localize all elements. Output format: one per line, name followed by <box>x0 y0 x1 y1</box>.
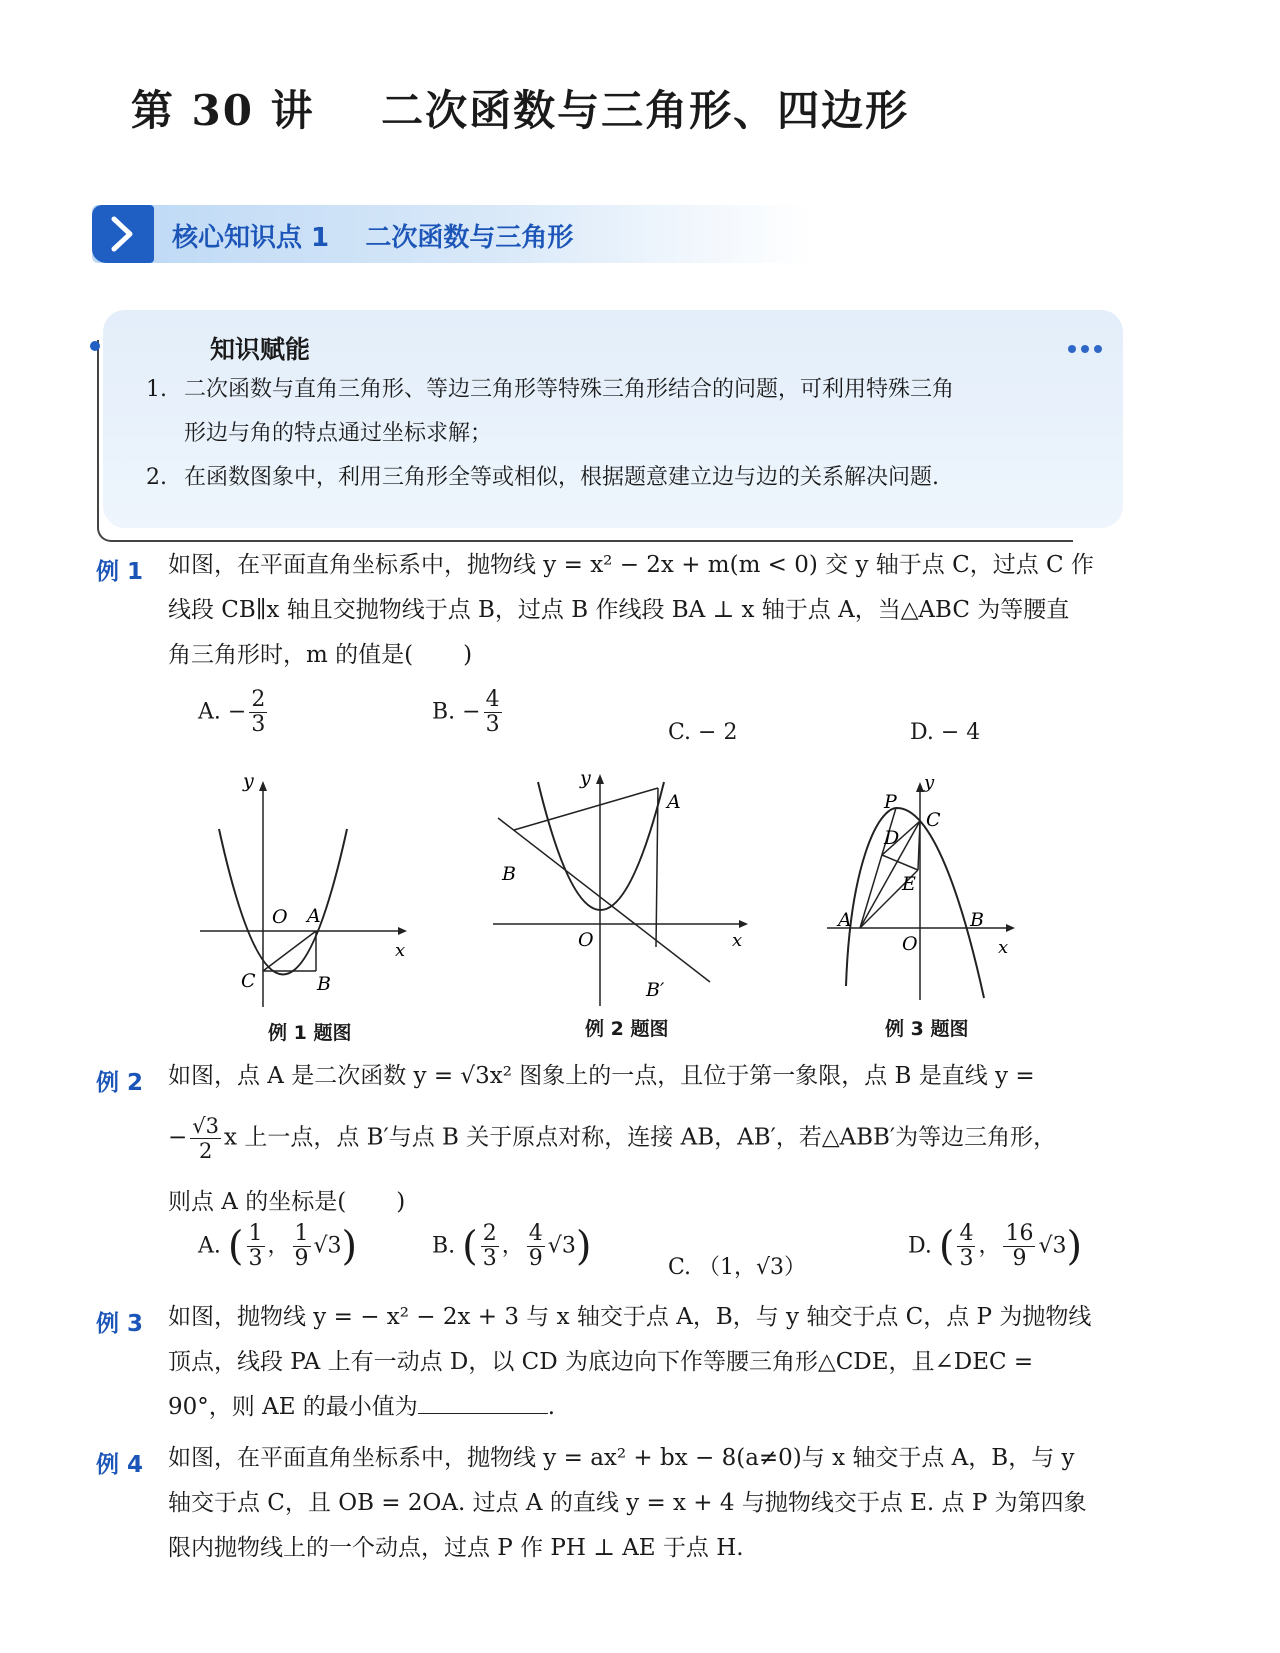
fig1-label-y: y <box>243 775 254 792</box>
knowledge-point-1-cont: 形边与角的特点通过坐标求解； <box>184 421 493 446</box>
fig1-label-o: O <box>272 906 288 928</box>
example-1-choice-c: C. − 2 <box>668 720 738 745</box>
fig3-label-x: x <box>998 937 1009 958</box>
example-2-choice-c: C. （1，√3） <box>668 1255 807 1280</box>
example-2-line-3: 则点 A 的坐标是( ) <box>168 1189 406 1215</box>
example-3-label: 例 3 <box>96 1311 144 1337</box>
section-heading: 核心知识点 1 二次函数与三角形 <box>172 223 574 253</box>
figure-3 <box>822 778 1032 1013</box>
fig3-label-b: B <box>970 909 984 931</box>
chevron-right-icon <box>92 205 154 263</box>
fig1-label-b: B <box>317 973 331 995</box>
fig3-label-o: O <box>902 933 918 955</box>
example-1-choice-a: A. − $\frac{2}{3}$ <box>198 687 266 737</box>
fig2-label-b: B <box>502 863 516 885</box>
example-2-choice-b: B. ( $\frac{2}{3}$ ， $\frac{4}{9}$ √3) <box>432 1221 592 1271</box>
figure-1-caption: 例 1 题图 <box>268 1022 352 1044</box>
figure-2-caption: 例 2 题图 <box>585 1018 669 1040</box>
page-title: 第 30 讲 二次函数与三角形、四边形 <box>130 86 910 135</box>
example-3-text: 如图，抛物线 y = − x² − 2x + 3 与 x 轴交于点 A，B，与 y 轴交于点 C，点 P 为抛物线 顶点，线段 PA 上有一动点 D，以 CD 为底边向下作等腰三角形△CDE，且∠DEC = 90°，则 AE 的最小值为 . <box>168 1304 1092 1420</box>
fig3-label-d: D <box>884 827 900 849</box>
frame-dot <box>90 341 100 351</box>
fig3-label-a: A <box>838 909 852 931</box>
knowledge-point-1: 1. 二次函数与直角三角形、等边三角形等特殊三角形结合的问题，可利用特殊三角 <box>146 377 955 402</box>
fig2-label-bprime: B′ <box>646 979 665 1001</box>
knowledge-title: 知识赋能 <box>210 335 311 364</box>
section-banner <box>92 205 812 263</box>
fig3-label-y: y <box>924 778 935 793</box>
answer-blank <box>418 1393 548 1414</box>
figure-2 <box>478 770 758 1015</box>
more-dots-icon <box>1068 338 1107 357</box>
knowledge-point-2: 2. 在函数图象中，利用三角形全等或相似，根据题意建立边与边的关系解决问题. <box>146 465 939 490</box>
example-4-label: 例 4 <box>96 1452 144 1478</box>
fig2-label-y: y <box>580 770 591 789</box>
fig3-label-p: P <box>884 791 897 813</box>
example-2-label: 例 2 <box>96 1070 144 1096</box>
example-1-choice-d: D. − 4 <box>910 720 981 745</box>
figure-1 <box>195 775 425 1015</box>
fig2-label-a: A <box>667 791 681 813</box>
example-2-line-2: − $\frac{√3}{2}$ x 上一点，点 B′与点 B 关于原点对称，连接 AB，AB′，若△ABB′为等边三角形， <box>168 1114 1057 1163</box>
example-4-text: 如图，在平面直角坐标系中，抛物线 y = ax² + bx − 8(a≠0)与 x 轴交于点 A，B，与 y 轴交于点 C，且 OB = 2OA. 过点 A 的直线 y = x + 4 与抛物线交于点 E. 点 P 为第四象 限内抛物线上的一个动点，过点 P 作 PH ⊥ AE 于点 H. <box>168 1445 1087 1561</box>
fig2-label-x: x <box>732 930 743 951</box>
example-2-choice-d: D. ( $\frac{4}{3}$ ， $\frac{16}{9}$ √3) <box>908 1221 1083 1271</box>
fig1-label-c: C <box>241 970 256 992</box>
example-1-choice-b: B. − $\frac{4}{3}$ <box>432 687 500 737</box>
example-1-text: 如图，在平面直角坐标系中，抛物线 y = x² − 2x + m(m < 0) 交 y 轴于点 C，过点 C 作 线段 CB∥x 轴且交抛物线于点 B，过点 B 作线段 BA ⊥ x 轴于点 A，当△ABC 为等腰直 角三角形时，m 的值是( ) <box>168 552 1094 668</box>
fig3-label-c: C <box>926 809 941 831</box>
example-2-line-1: 如图，点 A 是二次函数 y = √3x² 图象上的一点，且位于第一象限，点 B 是直线 y = <box>168 1063 1035 1089</box>
figure-3-caption: 例 3 题图 <box>885 1018 969 1040</box>
example-1-label: 例 1 <box>96 559 144 585</box>
fig1-label-x: x <box>395 940 406 961</box>
fig1-label-a: A <box>307 905 321 927</box>
fig3-label-e: E <box>902 873 916 895</box>
example-2-choice-a: A. ( $\frac{1}{3}$ ， $\frac{1}{9}$ √3) <box>198 1221 358 1271</box>
fig2-label-o: O <box>578 929 594 951</box>
